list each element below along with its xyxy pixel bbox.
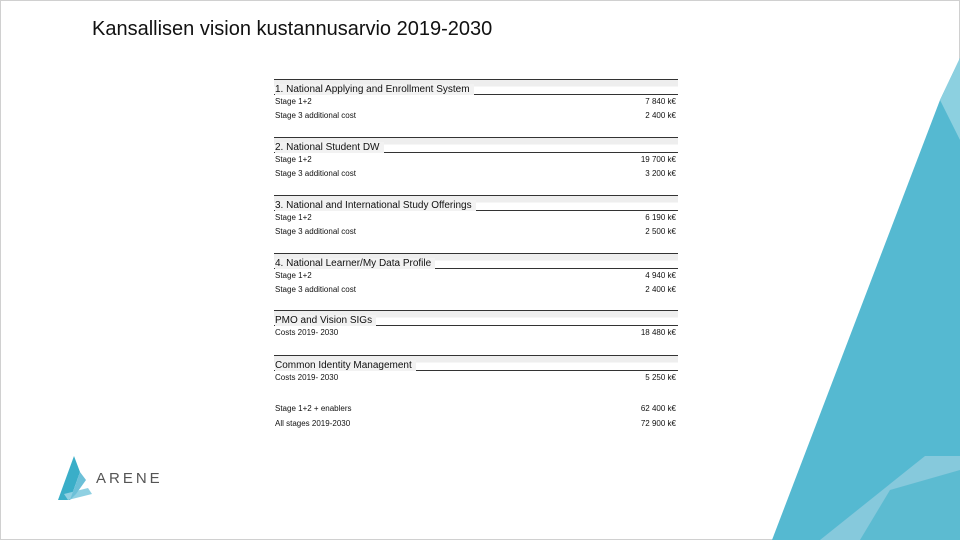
table-row	[274, 211, 678, 225]
table-row	[274, 153, 678, 167]
row-label: Stage 3 additional cost	[275, 285, 356, 294]
total-label: All stages 2019-2030	[275, 419, 351, 428]
row-value: 3 200 k€	[645, 169, 676, 178]
section-heading: 3. National and International Study Offerings	[274, 195, 678, 211]
totals	[274, 401, 678, 431]
total-row	[274, 416, 678, 431]
table-row	[274, 95, 678, 109]
total-value: 62 400 k€	[640, 404, 676, 413]
table-row	[274, 283, 678, 297]
cost-table	[274, 79, 678, 431]
row-label: Costs 2019- 2030	[275, 373, 339, 382]
section-heading: PMO and Vision SIGs	[274, 310, 678, 326]
row-value: 19 700 k€	[640, 155, 676, 164]
table-row	[274, 225, 678, 239]
row-label: Stage 3 additional cost	[275, 111, 356, 120]
section-heading: 4. National Learner/My Data Profile	[274, 253, 678, 269]
section-pmo-vision	[274, 310, 678, 355]
row-value: 2 500 k€	[645, 227, 676, 236]
total-label: Stage 1+2 + enablers	[275, 404, 352, 413]
section-identity-management	[274, 355, 678, 385]
row-label: Stage 3 additional cost	[275, 169, 356, 178]
row-value: 2 400 k€	[645, 111, 676, 120]
row-value: 2 400 k€	[645, 285, 676, 294]
section-heading: Common Identity Management	[274, 355, 678, 371]
table-row	[274, 371, 678, 385]
total-value: 72 900 k€	[640, 419, 676, 428]
row-value: 18 480 k€	[640, 328, 676, 337]
section-heading: 2. National Student DW	[274, 137, 678, 153]
section-study-offerings	[274, 195, 678, 253]
table-row	[274, 167, 678, 181]
total-row	[274, 401, 678, 416]
logo-wordmark: ARENE	[96, 470, 163, 487]
row-label: Stage 1+2	[275, 213, 312, 222]
row-value: 7 840 k€	[645, 97, 676, 106]
section-learner-profile	[274, 253, 678, 310]
section-student-dw	[274, 137, 678, 195]
table-row	[274, 326, 678, 340]
row-label: Costs 2019- 2030	[275, 328, 339, 337]
row-label: Stage 1+2	[275, 271, 312, 280]
row-value: 5 250 k€	[645, 373, 676, 382]
row-label: Stage 1+2	[275, 155, 312, 164]
row-value: 6 190 k€	[645, 213, 676, 222]
row-label: Stage 1+2	[275, 97, 312, 106]
row-value: 4 940 k€	[645, 271, 676, 280]
table-row	[274, 109, 678, 123]
slide-title: Kansallisen vision kustannusarvio 2019-2030	[92, 18, 493, 40]
row-label: Stage 3 additional cost	[275, 227, 356, 236]
table-row	[274, 269, 678, 283]
section-heading: 1. National Applying and Enrollment System	[274, 79, 678, 95]
section-applying-enrollment	[274, 79, 678, 137]
